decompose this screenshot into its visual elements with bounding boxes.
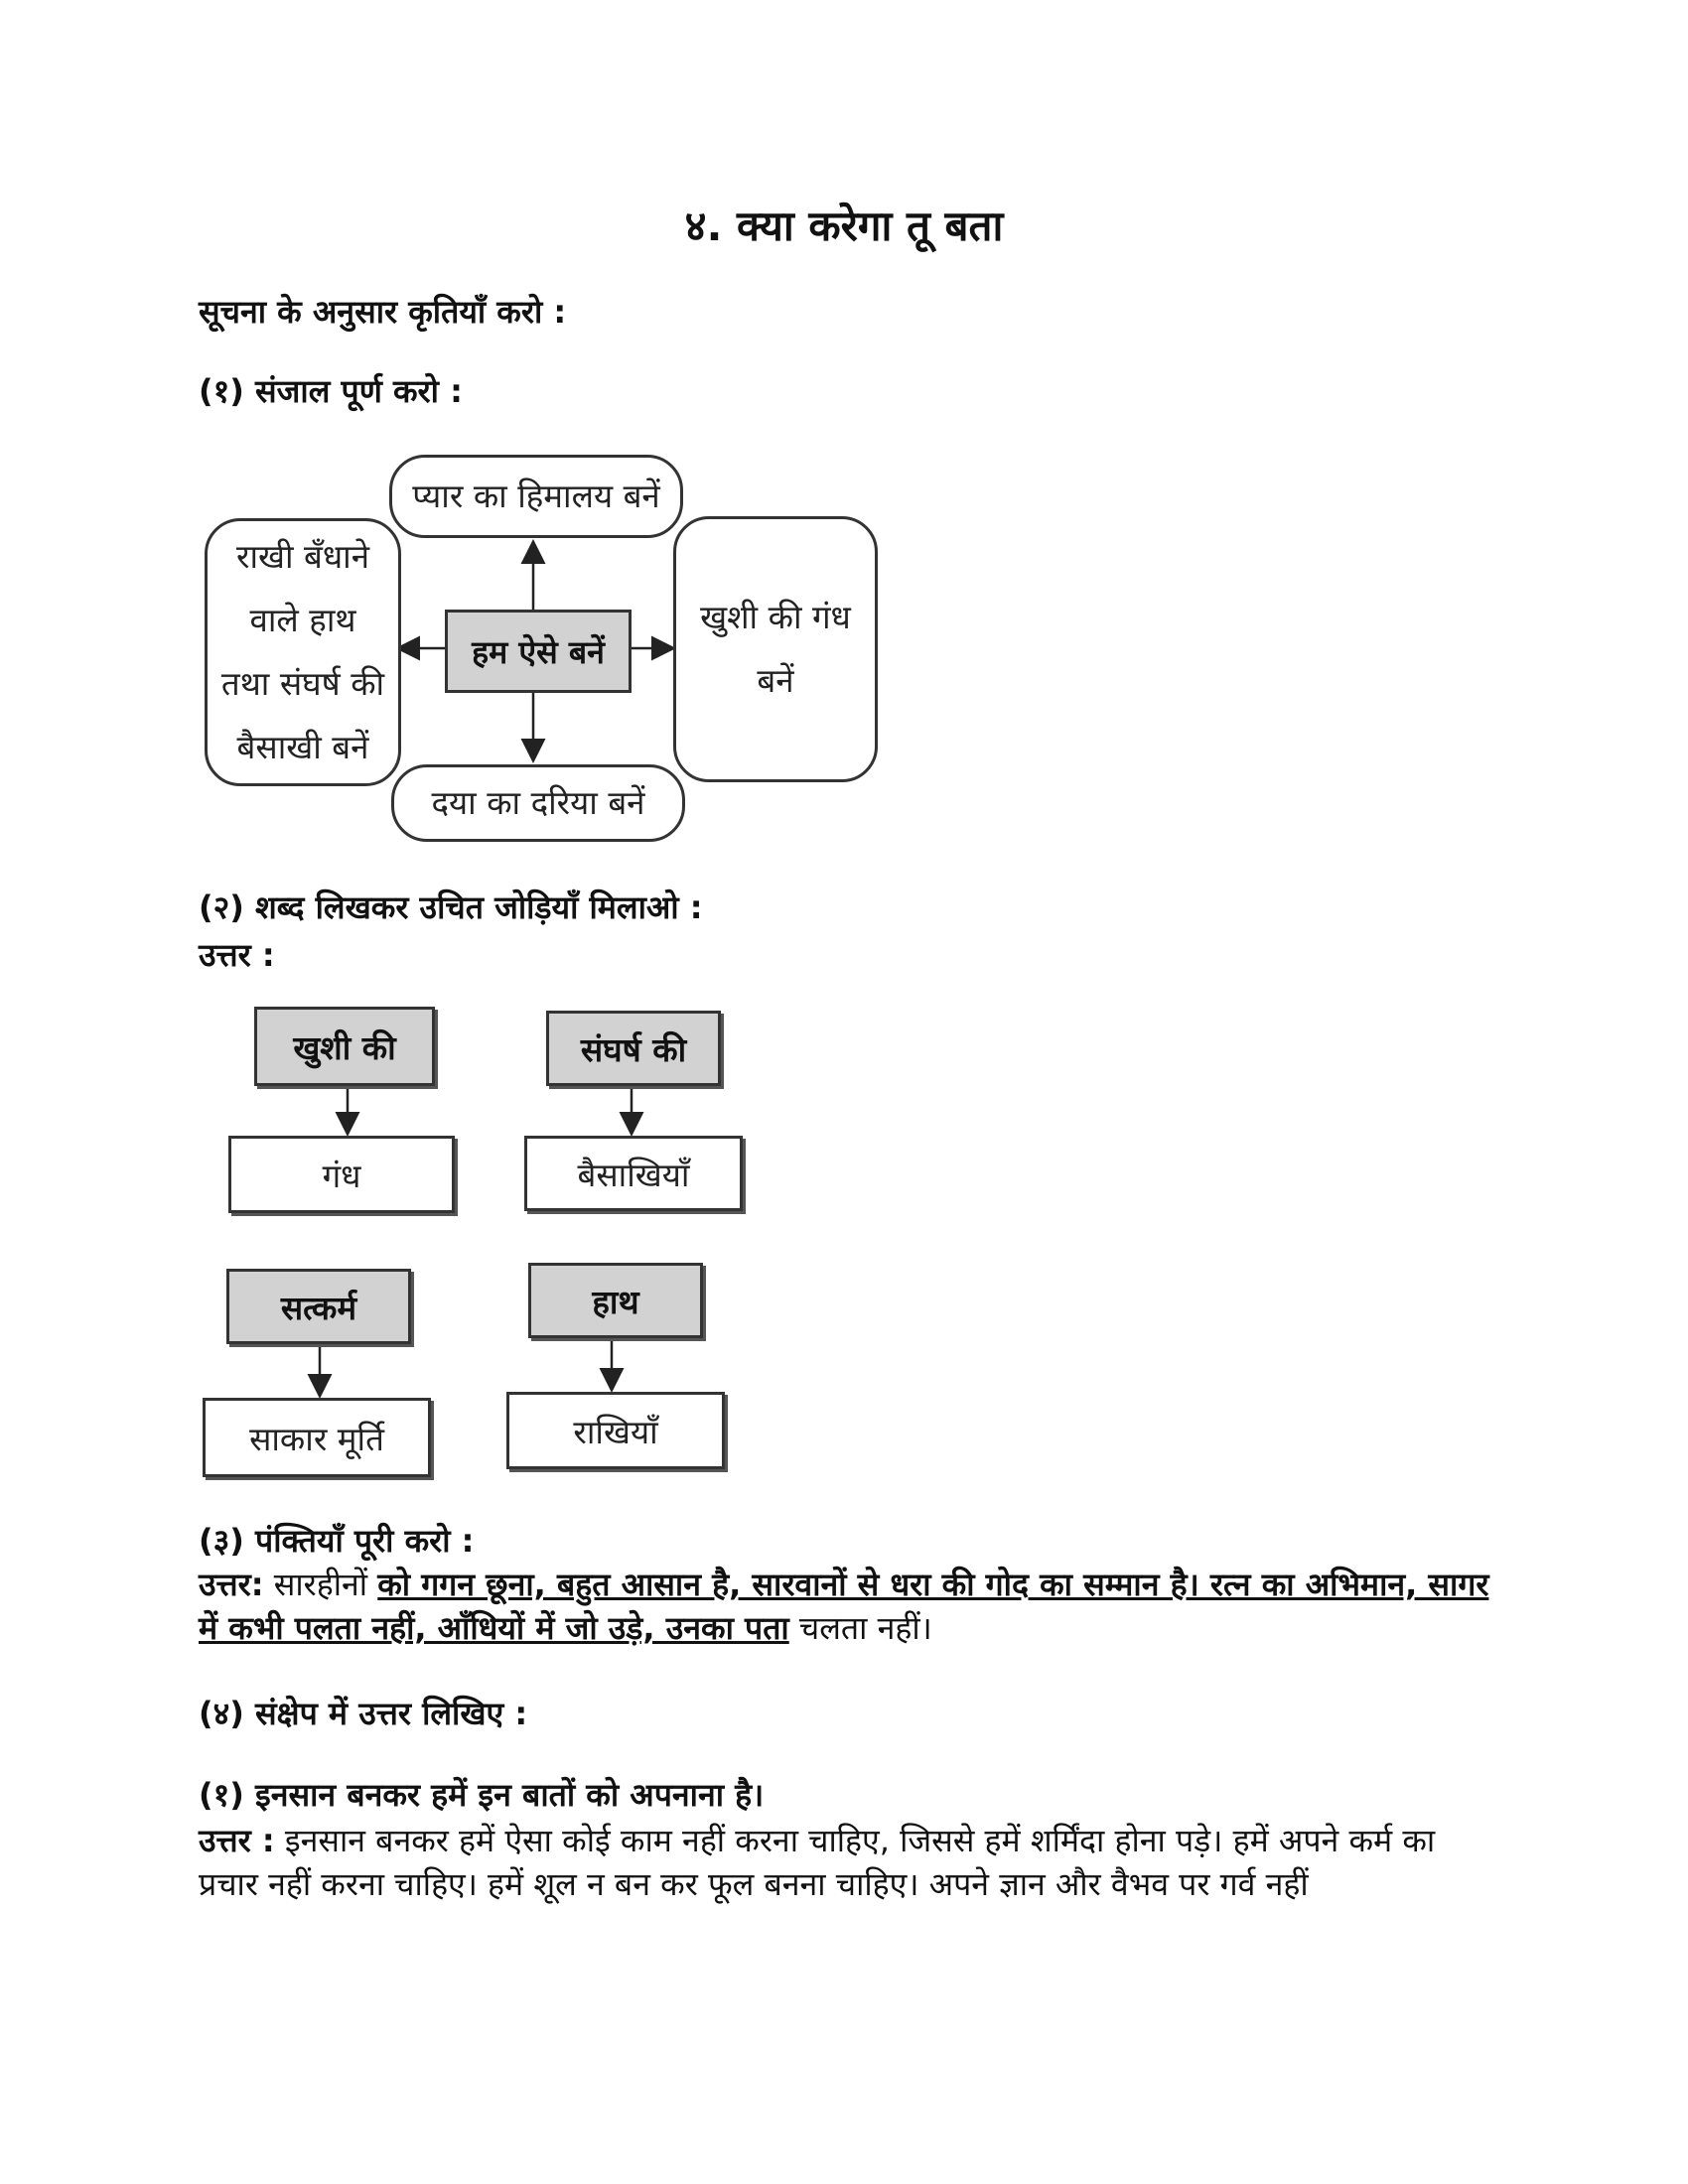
pair-1-word: खुशी की: [254, 1007, 435, 1086]
pair-1-answer: गंध: [228, 1136, 455, 1213]
bottom-node: दया का दरिया बनें: [391, 764, 685, 842]
pair-4-answer: राखियाँ: [506, 1392, 725, 1469]
q2-answer-label: उत्तर :: [199, 936, 275, 974]
left-node-line-3: तथा संघर्ष की: [220, 664, 385, 703]
q3-answer-pre: सारहीनों: [263, 1566, 378, 1603]
pair-2-word: संघर्ष की: [546, 1011, 721, 1086]
top-node: प्यार का हिमालय बनें: [389, 455, 683, 538]
center-node: हम ऐसे बनें: [445, 610, 632, 693]
left-node-line-4: बैसाखी बनें: [236, 728, 369, 766]
left-node-line-1: राखी बँधाने: [235, 537, 370, 576]
q3-answer-post: चलता नहीं।: [788, 1609, 932, 1647]
left-node-line-2: वाले हाथ: [249, 601, 356, 639]
instruction-heading: सूचना के अनुसार कृतियाँ करो :: [199, 293, 567, 331]
q3-answer-label: उत्तर:: [199, 1566, 264, 1603]
q3-heading: (३) पंक्तियाँ पूरी करो :: [199, 1522, 475, 1560]
q3-answer-underlined: को गगन छूना, बहुत आसान है, सारवानों से धरा की गोद का सम्मान है। रत्न का अभिमान, सागर में कभी पलता नहीं, आँधियों में जो उड़े, उनका पता: [199, 1566, 1489, 1647]
q4-heading: (४) संक्षेप में उत्तर लिखिए :: [199, 1695, 528, 1732]
q4-answer: [199, 1819, 1489, 1906]
q1-heading: (१) संजाल पूर्ण करो :: [199, 372, 463, 410]
q4-answer-text: इनसान बनकर हमें ऐसा कोई काम नहीं करना चाहिए, जिससे हमें शर्मिंदा होना पड़े। हमें अपने कर्म का प्रचार नहीं करना चाहिए। हमें शूल न बन कर फूल बनना चाहिए। अपने ज्ञान और वैभव पर गर्व नहीं: [199, 1822, 1436, 1903]
right-node-line-2: बनें: [757, 661, 794, 700]
pair-3-word: सत्कर्म: [226, 1269, 411, 1344]
pair-4-word: हाथ: [528, 1263, 703, 1338]
q4-answer-label: उत्तर :: [199, 1822, 275, 1859]
q3-answer: [199, 1563, 1489, 1650]
pair-3-answer: साकार मूर्ति: [203, 1398, 431, 1477]
page-title: ४. क्या करेगा तू बता: [684, 202, 1004, 250]
q2-heading: (२) शब्द लिखकर उचित जोड़ियाँ मिलाओ :: [199, 888, 703, 926]
q4-sub-heading: (१) इनसान बनकर हमें इन बातों को अपनाना है।: [199, 1776, 765, 1814]
right-node-line-1: खुशी की गंध: [700, 598, 851, 636]
pair-2-answer: बैसाखियाँ: [524, 1136, 743, 1211]
